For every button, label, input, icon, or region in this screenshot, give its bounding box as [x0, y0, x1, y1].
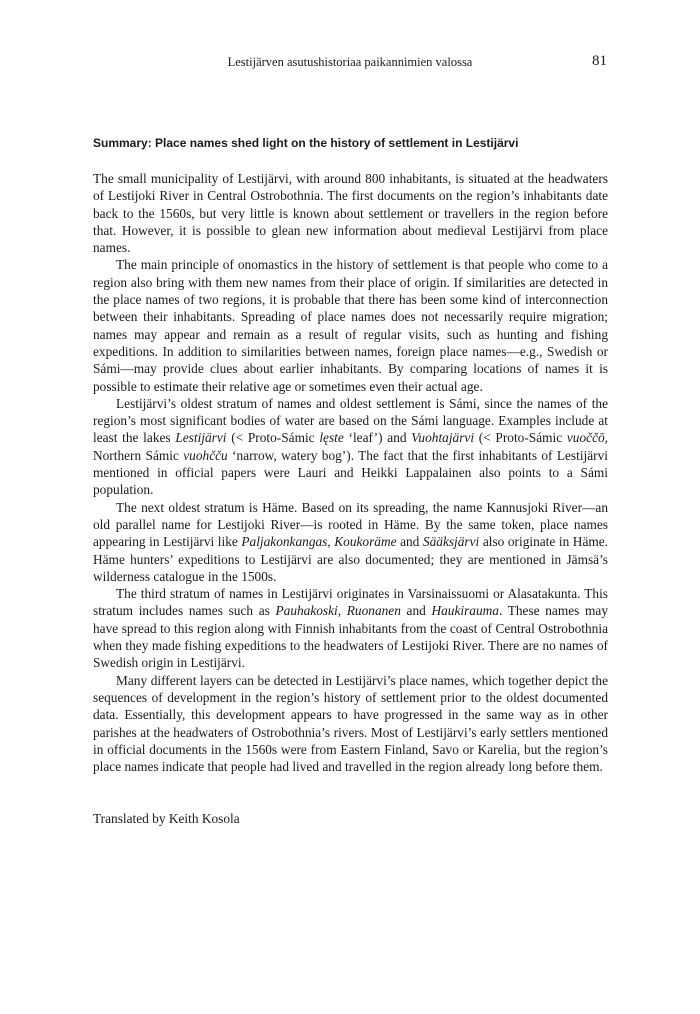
italic-term: vuoččō,: [566, 430, 608, 446]
italic-term: Paljakonkangas: [241, 534, 328, 550]
paragraph: [93, 672, 608, 776]
text-run: ‘narrow, watery bog’). The fact that the first inhabitants of Lestijärvi mentioned in official papers were Lauri and Heikki Lappalainen also points to a Sámi population.: [93, 447, 608, 498]
summary-body: [93, 170, 608, 775]
italic-term: vuohčču: [183, 447, 228, 463]
text-run: ,: [337, 603, 347, 619]
italic-term: Ruonanen: [346, 603, 401, 619]
text-run: (< Proto-Sámic: [474, 430, 567, 446]
italic-term: Pauhakoski: [275, 603, 338, 619]
running-title: Lestijärven asutushistoriaa paikannimien valossa: [227, 55, 473, 69]
text-run: The third stratum of names in Lestijärvi originates in Varsinaissuomi or Alasatakunta. This stratum includes names such as: [93, 586, 608, 619]
text-run: (< Proto-Sámic: [226, 430, 320, 446]
page-number: 81: [592, 53, 607, 69]
text-run: and: [396, 534, 423, 550]
text-run: The main principle of onomastics in the history of settlement is that people who come to a region also bring with them new names from their place of origin. If similarities are detected in the place names of two regions, it is probable that there has been some kind of interconnection between their inhabitants. Spreading of place names does not necessarily require migration; names may appear and remain as a result of regular visits, such as hunting and fishing expeditions. In addition to similarities between names, foreign place names—e.g., Swedish or Sámi—may provide clues about earlier inhabitants. By comparing locations of names it is possible to estimate their relative age or sometimes even their actual age.: [93, 257, 608, 394]
italic-term: Lestijärvi: [175, 430, 227, 446]
italic-term: Koukoräme: [334, 534, 397, 550]
text-run: . These names may have spread to this region along with Finnish inhabitants from the coast of Central Ostrobothnia when they made fishing expeditions to the headwaters of Lestijoki River. There are no names of Swedish origin in Lestijärvi.: [93, 603, 608, 671]
text-run: The next oldest stratum is Häme. Based on its spreading, the name Kannusjoki River—an old parallel name for Lestijoki River—is rooted in Häme. By the same token, place names appearing in Lestijärvi like: [93, 499, 608, 550]
text-run: Lestijärvi’s oldest stratum of names and oldest settlement is Sámi, since the names of the region’s most significant bodies of water are based on the Sámi language. Examples include at least the lakes: [93, 395, 608, 446]
translator-credit: Translated by Keith Kosola: [93, 811, 240, 826]
paragraph: [93, 499, 608, 585]
paragraph: [93, 395, 608, 499]
summary-heading: Summary: Place names shed light on the history of settlement in Lestijärvi: [93, 136, 519, 150]
italic-term: Sääksjärvi: [422, 534, 480, 550]
italic-term: Vuohtajärvi: [411, 430, 475, 446]
paragraph: [93, 170, 608, 256]
text-run: also originate in Häme. Häme hunters’ expeditions to Lestijärvi are also documented; they are mentioned in Jämsä’s wilderness catalogue in the 1500s.: [93, 534, 608, 584]
italic-term: Haukirauma: [431, 603, 499, 619]
text-run: Many different layers can be detected in Lestijärvi’s place names, which together depict the sequences of development in the region’s history of settlement prior to the oldest documented data. Essentially, this development appears to have progressed in the same way as in other parishes at the headwaters of Ostrobothnia’s rivers. Most of Lestijärvi’s early settlers mentioned in official documents in the 1560s were from Eastern Finland, Savo or Karelia, but the region’s place names indicate that people had lived and travelled in the region already long before them.: [93, 672, 608, 775]
text-run: and: [400, 603, 432, 619]
paragraph: [93, 585, 608, 671]
text-run: Northern Sámic: [93, 447, 184, 463]
text-run: ,: [327, 534, 335, 550]
paragraph: [93, 256, 608, 394]
italic-term: lęste: [319, 430, 344, 446]
text-run: ‘leaf’) and: [343, 430, 412, 446]
text-run: The small municipality of Lestijärvi, with around 800 inhabitants, is situated at the headwaters of Lestijoki River in Central Ostrobothnia. The first documents on the region’s inhabitants date back to the 1560s, but very little is known about settlement or travellers in the region before that. However, it is possible to glean new information about medieval Lestijärvi from place names.: [93, 171, 608, 256]
